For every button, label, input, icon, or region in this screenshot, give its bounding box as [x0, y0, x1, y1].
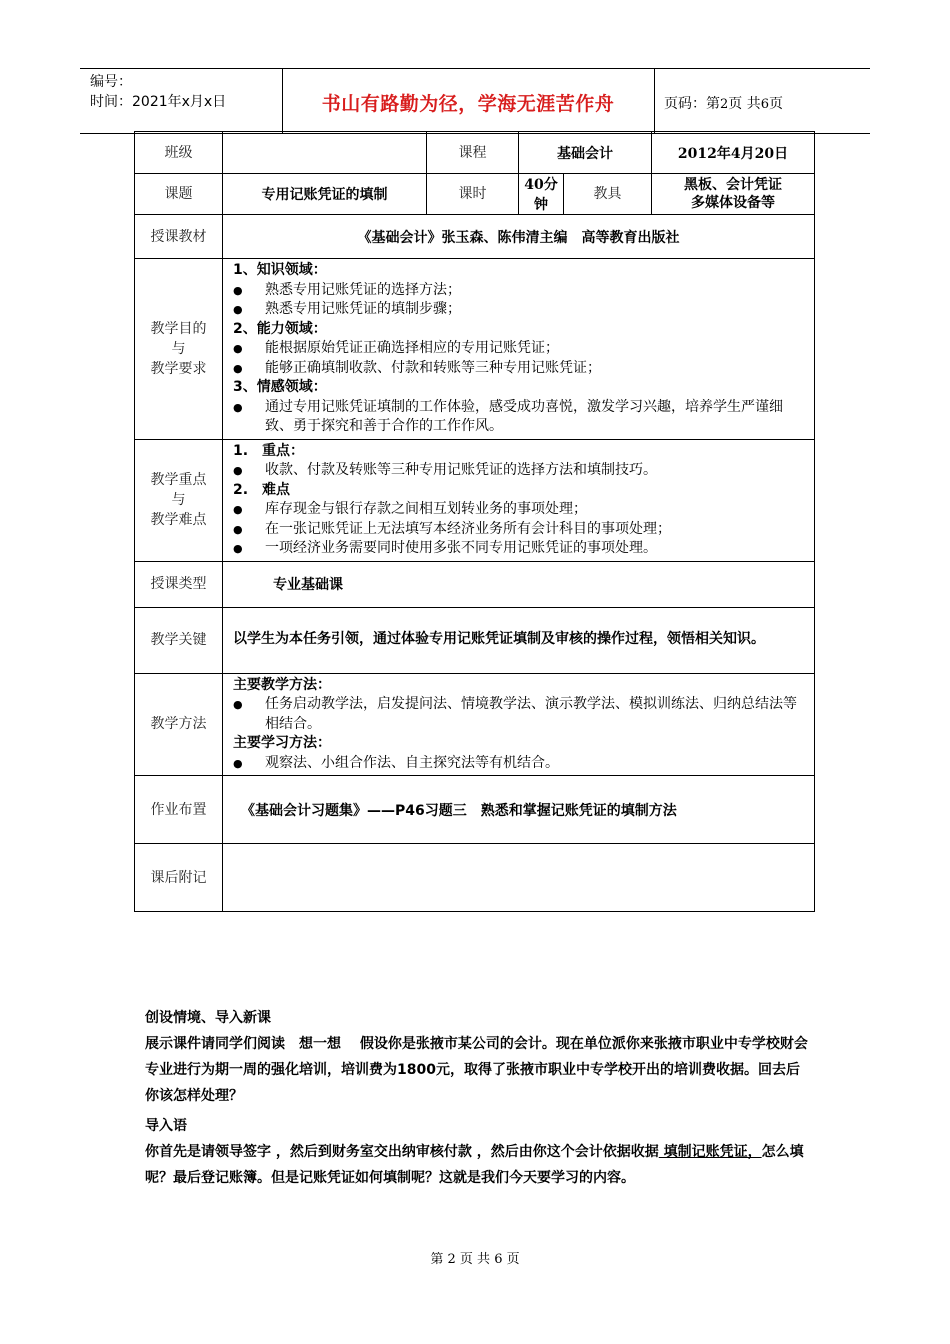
list-item: ● 库存现金与银行存款之间相互划转业务的事项处理； [233, 500, 806, 520]
header-meta [90, 72, 226, 112]
intro-title: 导入语 [145, 1118, 187, 1134]
textbook-label: 授课教材 [135, 215, 223, 259]
notes-label: 课后附记 [135, 844, 223, 912]
knowledge-title: 1、知识领域： [233, 262, 327, 278]
homework-value: 《基础会计习题集》——P46习题三 熟悉和掌握记账凭证的填制方法 [223, 776, 815, 844]
scenario-paragraph: 展示课件请同学们阅读 想一想 假设你是张掖市某公司的会计。现在单位派你来张掖市职业中专学校财会专业进行为期一周的强化培训，培训费为1800元，取得了张掖市职业中专学校开出的培训费收据。回去后你该怎样处理？ [145, 1036, 808, 1104]
focus-content [223, 439, 815, 561]
row-method [135, 673, 815, 776]
learning-methods-title: 主要学习方法： [233, 735, 331, 751]
tools-value: 黑板、会计凭证 多媒体设备等 [652, 174, 815, 215]
key-value: 以学生为本任务引领，通过体验专用记账凭证填制及审核的操作过程，领悟相关知识。 [223, 607, 815, 673]
method-label: 教学方法 [135, 673, 223, 776]
row-key [135, 607, 815, 673]
list-item: ● 一项经济业务需要同时使用多张不同专用记账凭证的事项处理。 [233, 539, 806, 559]
lesson-body [145, 1005, 810, 1191]
lesson-plan-table [134, 131, 815, 912]
section-title: 创设情境、导入新课 [145, 1010, 271, 1026]
type-label: 授课类型 [135, 561, 223, 607]
header-page-info: 页码：第2页 共6页 [664, 96, 784, 112]
goals-content [223, 259, 815, 440]
row-notes [135, 844, 815, 912]
hours-label: 课时 [427, 174, 519, 215]
notes-value [223, 844, 815, 912]
homework-label: 作业布置 [135, 776, 223, 844]
list-item: ● 能根据原始凭证正确选择相应的专用记账凭证； [233, 339, 806, 359]
course-value: 基础会计 [519, 132, 652, 174]
key-label: 教学关键 [135, 607, 223, 673]
teaching-methods-title: 主要教学方法： [233, 676, 331, 693]
date-value: 2012年4月20日 [652, 132, 815, 174]
row-goals [135, 259, 815, 440]
list-item: ● 收款、付款及转账等三种专用记账凭证的选择方法和填制技巧。 [233, 461, 806, 481]
list-item: ● 观察法、小组合作法、自主探究法等有机结合。 [233, 754, 806, 774]
class-label: 班级 [135, 132, 223, 174]
hours-value: 40分钟 [519, 174, 564, 215]
topic-value: 专用记账凭证的填制 [223, 174, 427, 215]
emotion-title: 3、情感领域： [233, 379, 327, 395]
header-divider [654, 69, 655, 133]
row-homework [135, 776, 815, 844]
row-type [135, 561, 815, 607]
list-item: ● 任务启动教学法，启发提问法、情境教学法、演示教学法、模拟训练法、归纳总结法等相结合。 [233, 695, 806, 734]
page-total: 6 [760, 97, 770, 112]
key-points-title: 1. 重点： [233, 442, 305, 459]
underlined-phrase: 填制记账凭证， [658, 1144, 762, 1160]
list-item: ● 能够正确填制收款、付款和转账等三种专用记账凭证； [233, 359, 806, 379]
header-motto: 书山有路勤为径，学海无涯苦作舟 [321, 93, 615, 115]
difficulties-title: 2. 难点 [233, 481, 291, 498]
method-content [223, 673, 815, 776]
number-label: 编号： [90, 74, 132, 90]
list-item: ● 熟悉专用记账凭证的填制步骤； [233, 300, 806, 320]
tools-label: 教具 [564, 174, 652, 215]
page-footer: 第 2 页 共 6 页 [430, 1252, 520, 1267]
page-current: 2 [720, 97, 729, 112]
row-topic [135, 174, 815, 215]
row-class [135, 132, 815, 174]
topic-label: 课题 [135, 174, 223, 215]
class-value [223, 132, 427, 174]
page-header [80, 68, 870, 134]
row-focus [135, 439, 815, 561]
row-textbook [135, 215, 815, 259]
type-value: 专业基础课 [223, 561, 815, 607]
list-item: ● 熟悉专用记账凭证的选择方法； [233, 281, 806, 301]
list-item: ● 在一张记账凭证上无法填写本经济业务所有会计科目的事项处理； [233, 520, 806, 540]
goals-label: 教学目的 与 教学要求 [135, 259, 223, 440]
focus-label: 教学重点 与 教学难点 [135, 439, 223, 561]
list-item: ● 通过专用记账凭证填制的工作体验，感受成功喜悦，激发学习兴趣，培养学生严谨细致、勇于探究和善于合作的工作作风。 [233, 398, 806, 437]
intro-paragraph: 你首先是请领导签字 ，然后到财务室交出纳审核付款 ，然后由你这个会计依据收据 填制记账凭证，怎么填呢？最后登记账簿。但是记账凭证如何填制呢？这就是我们今天要学习的内容。 [145, 1144, 804, 1186]
time-label: 时间：2021年x月x日 [90, 94, 227, 110]
ability-title: 2、能力领域： [233, 320, 327, 337]
textbook-value: 《基础会计》张玉森、陈伟清主编 高等教育出版社 [223, 215, 815, 259]
course-label: 课程 [427, 132, 519, 174]
